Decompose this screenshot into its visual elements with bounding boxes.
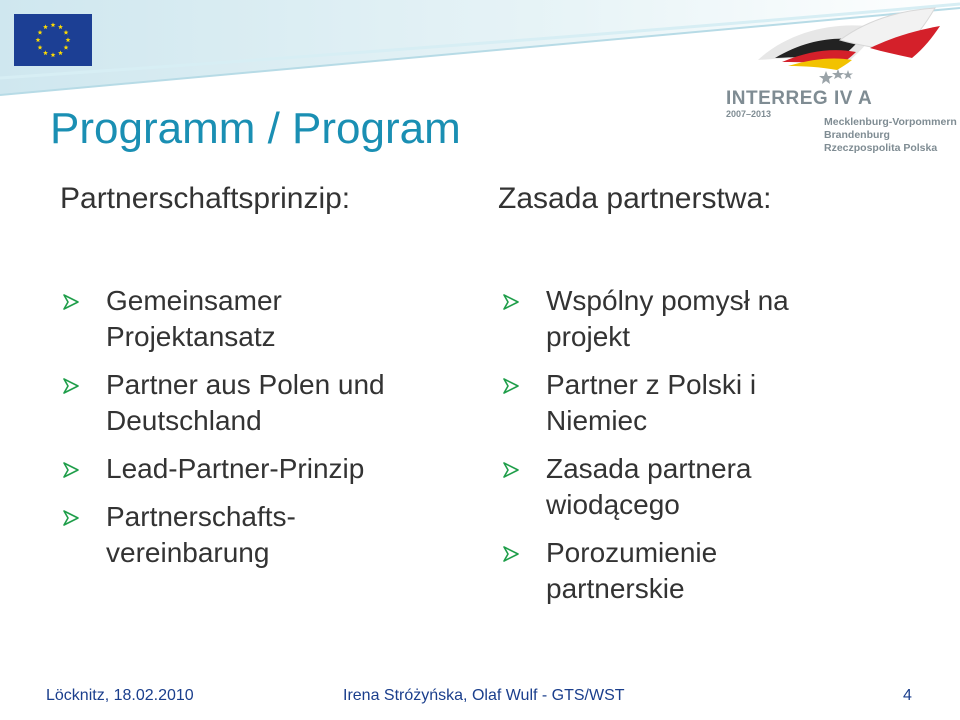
left-column-heading: Partnerschaftsprinzip: (60, 182, 351, 215)
arrow-bullet-icon (62, 509, 80, 527)
interreg-years: 2007–2013 (726, 109, 772, 119)
region-label: Brandenburg (824, 129, 890, 141)
list-item: Partner aus Polen und Deutschland (60, 367, 460, 439)
region-label: Rzeczpospolita Polska (824, 142, 938, 154)
list-item: Wspólny pomysł na projekt (500, 283, 880, 355)
list-item: Partnerschafts- vereinbarung (60, 499, 460, 571)
footer-authors: Irena Stróżyńska, Olaf Wulf - GTS/WST (343, 687, 625, 704)
page-number: 4 (903, 687, 912, 704)
list-item: Gemeinsamer Projektansatz (60, 283, 460, 355)
list-item: Partner z Polski i Niemiec (500, 367, 880, 439)
right-bullet-list (500, 283, 880, 619)
list-item: Lead-Partner-Prinzip (60, 451, 460, 487)
right-column-heading: Zasada partnerstwa: (498, 182, 772, 215)
region-label: Mecklenburg-Vorpommern (824, 116, 957, 128)
page-title: Programm / Program (50, 104, 461, 153)
arrow-bullet-icon (62, 461, 80, 479)
arrow-bullet-icon (502, 293, 520, 311)
list-item: Zasada partnera wiodącego (500, 451, 880, 523)
left-bullet-list (60, 283, 460, 583)
list-item: Porozumienie partnerskie (500, 535, 880, 607)
arrow-bullet-icon (502, 545, 520, 563)
interreg-brand: INTERREG IV A (726, 88, 873, 109)
arrow-bullet-icon (62, 377, 80, 395)
arrow-bullet-icon (502, 461, 520, 479)
arrow-bullet-icon (502, 377, 520, 395)
footer-date: Löcknitz, 18.02.2010 (46, 687, 194, 704)
arrow-bullet-icon (62, 293, 80, 311)
eu-flag-icon (14, 14, 92, 66)
